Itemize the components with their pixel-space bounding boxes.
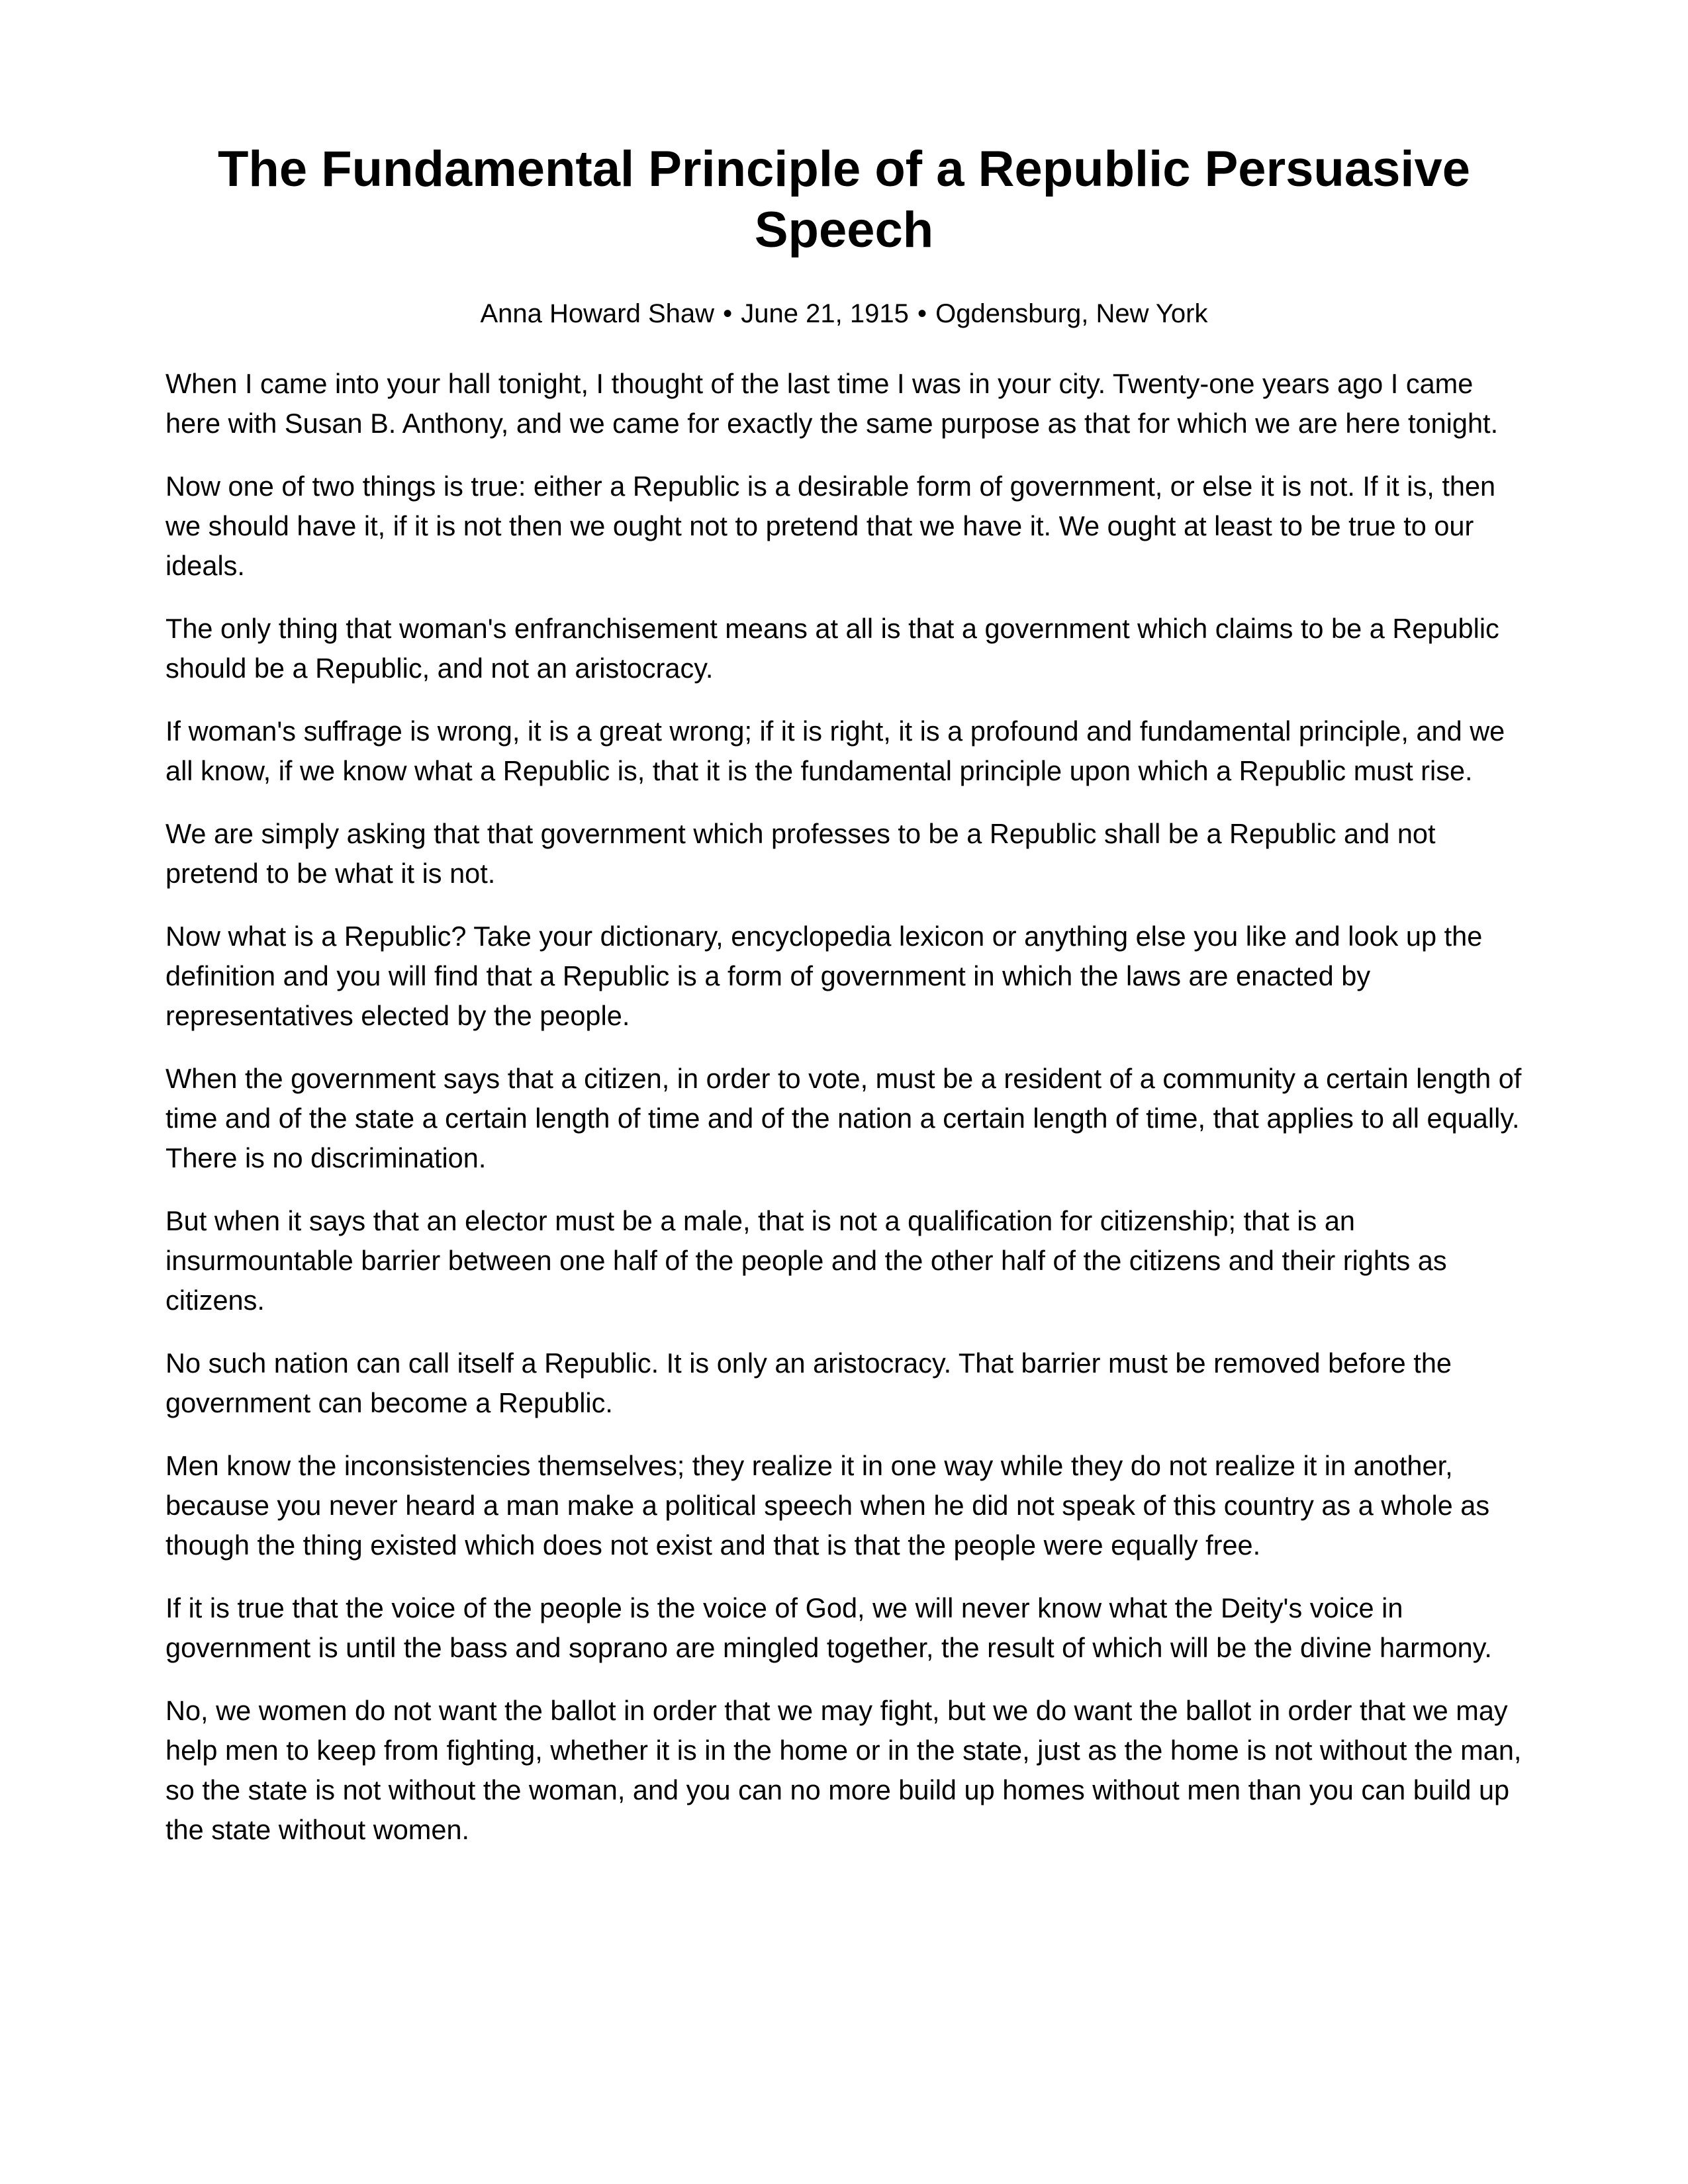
paragraph: Now what is a Republic? Take your dictionary, encyclopedia lexicon or anything else you like and look up the definition and you will find that a Republic is a form of government in which the laws are enacted by representatives elected by the people. (165, 921, 1483, 1031)
paragraph: No, we women do not want the ballot in order that we may fight, but we do want the ballot in order that we may help men to keep from fighting, whether it is in the home or in the state, just as the home is not without the man, so the state is not without the woman, and you can no more build up homes without men than you can build up the state without women. (165, 1695, 1522, 1845)
paragraph: We are simply asking that that government which professes to be a Republic shall be a Republic and not pretend to be what it is not. (165, 818, 1436, 889)
byline-location: Ogdensburg, New York (935, 299, 1208, 328)
byline-separator: • (917, 299, 927, 328)
paragraph: If woman's suffrage is wrong, it is a great wrong; if it is right, it is a profound and fundamental principle, and we all know, if we know what a Republic is, that it is the fundamental principle upon which a Republic must rise. (165, 715, 1505, 786)
paragraph: No such nation can call itself a Republic. It is only an aristocracy. That barrier must be removed before the government can become a Republic. (165, 1347, 1452, 1418)
byline-author: Anna Howard Shaw (480, 299, 715, 328)
speech-body (165, 364, 1523, 1850)
byline-date: June 21, 1915 (741, 299, 909, 328)
paragraph: When the government says that a citizen, in order to vote, must be a resident of a community a certain length of time and of the state a certain length of time and of the nation a certain length of time, that applies to all equally. There is no discrimination. (165, 1063, 1522, 1173)
page-title: The Fundamental Principle of a Republic Persuasive Speech (217, 141, 1471, 258)
paragraph: Now one of two things is true: either a Republic is a desirable form of government, or else it is not. If it is, then we should have it, if it is not then we ought not to pretend that we have it. We ought at least to be true to our ideals. (165, 471, 1496, 581)
byline (165, 294, 1523, 334)
byline-separator: • (723, 299, 733, 328)
paragraph: Men know the inconsistencies themselves; they realize it in one way while they do not realize it in another, because you never heard a man make a political speech when he did not speak of this country as a whole as though the thing existed which does not exist and that is that the people were equally free. (165, 1450, 1490, 1561)
paragraph: The only thing that woman's enfranchisement means at all is that a government which claims to be a Republic should be a Republic, and not an aristocracy. (165, 613, 1499, 684)
paragraph: When I came into your hall tonight, I thought of the last time I was in your city. Twenty-one years ago I came here with Susan B. Anthony, and we came for exactly the same purpose as that for which we are here tonight. (165, 368, 1499, 439)
paragraph: But when it says that an elector must be a male, that is not a qualification for citizenship; that is an insurmountable barrier between one half of the people and the other half of the citizens and their rights as citizens. (165, 1205, 1447, 1316)
paragraph: If it is true that the voice of the people is the voice of God, we will never know what the Deity's voice in government is until the bass and soprano are mingled together, the result of which will be the divine harmony. (165, 1592, 1492, 1663)
